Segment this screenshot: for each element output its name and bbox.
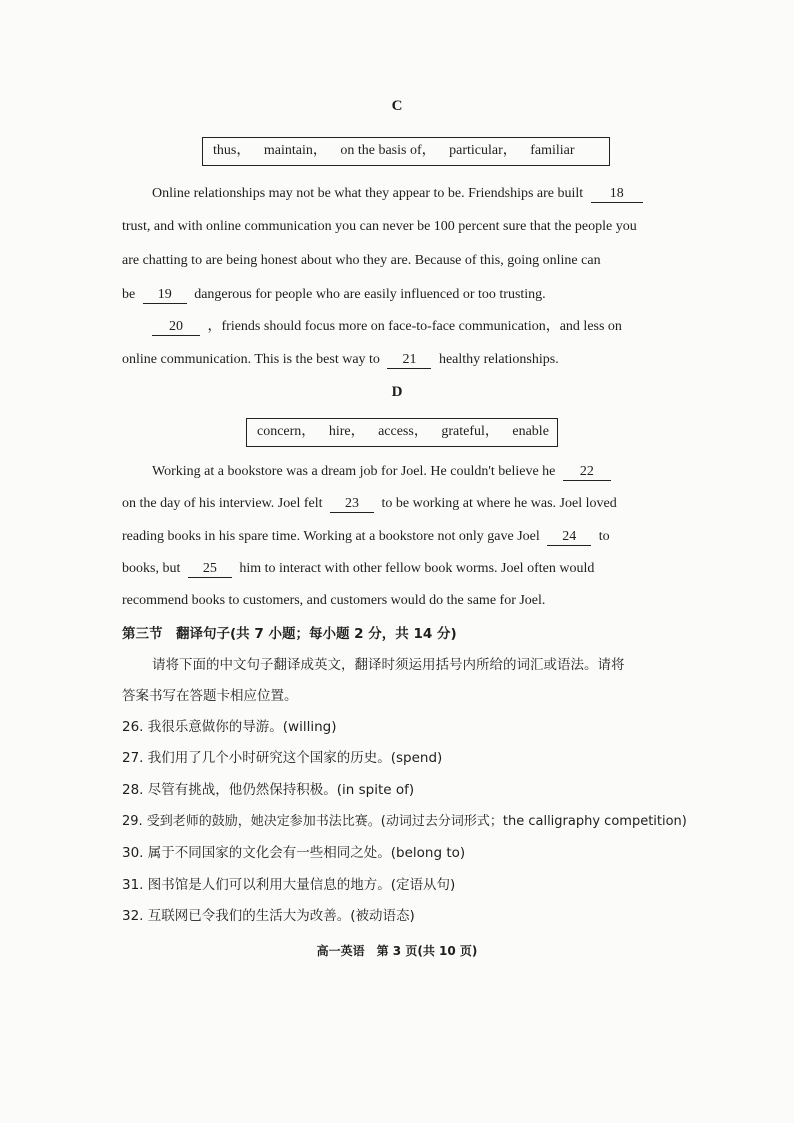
blank-19: 19 (143, 287, 187, 304)
blank-18: 18 (591, 186, 643, 203)
section-d-word-box (246, 418, 558, 447)
passage-line: recommend books to customers, and customers would do the same for Joel. (122, 593, 546, 608)
blank-23: 23 (330, 496, 374, 513)
translation-item-27: 27. 我们用了几个小时研究这个国家的历史。(spend) (122, 750, 443, 766)
word-option: access， (378, 424, 428, 439)
word-option: on the basis of， (340, 143, 436, 158)
word-option: concern， (257, 424, 316, 439)
part3-instruction: 请将下面的中文句子翻译成英文，翻译时须运用括号内所给的词汇或语法。请将 (152, 657, 625, 673)
word-option: hire， (328, 424, 365, 439)
passage-line: be 19 dangerous for people who are easily influenced or too trusting. (122, 287, 546, 302)
word-option: thus， (213, 143, 251, 158)
blank-24: 24 (547, 529, 591, 546)
section-c-letter: C (391, 98, 403, 114)
word-option: enable (512, 424, 549, 439)
part3-heading: 第三节 翻译句子(共 7 小题；每小题 2 分，共 14 分) (122, 626, 457, 642)
passage-line: Online relationships may not be what they appear to be. Friendships are built 18 (152, 185, 647, 203)
page-footer: 高一英语 第 3 页(共 10 页) (316, 944, 478, 958)
word-option: maintain， (263, 143, 327, 158)
section-d-letter: D (391, 384, 403, 400)
word-option: particular， (449, 143, 517, 158)
blank-25: 25 (188, 561, 232, 578)
passage-line: trust, and with online communication you can never be 100 percent sure that the people you (122, 219, 637, 234)
passage-line: online communication. This is the best way to 21 healthy relationships. (122, 352, 559, 367)
passage-line: Working at a bookstore was a dream job for Joel. He couldn't believe he 22 (152, 463, 615, 481)
translation-item-28: 28. 尽管有挑战，他仍然保持积极。(in spite of) (122, 782, 415, 798)
part3-instruction: 答案书写在答题卡相应位置。 (122, 688, 298, 704)
translation-item-29: 29. 受到老师的鼓励，她决定参加书法比赛。(动词过去分词形式；the calligraphy competition) (122, 814, 687, 829)
word-option: familiar (530, 143, 575, 158)
blank-22: 22 (563, 464, 611, 481)
translation-item-31: 31. 图书馆是人们可以利用大量信息的地方。(定语从句) (122, 877, 456, 893)
passage-line: books, but 25 him to interact with other fellow book worms. Joel often would (122, 561, 595, 576)
word-option: grateful， (441, 424, 499, 439)
passage-line: on the day of his interview. Joel felt 23 to be working at where he was. Joel loved (122, 496, 617, 511)
blank-20: 20 (152, 319, 200, 336)
translation-item-30: 30. 属于不同国家的文化会有一些相同之处。(belong to) (122, 845, 466, 861)
translation-item-32: 32. 互联网已令我们的生活大为改善。(被动语态) (122, 908, 415, 924)
passage-line: are chatting to are being honest about who they are. Because of this, going online can (122, 253, 601, 268)
blank-21: 21 (387, 352, 431, 369)
passage-line: reading books in his spare time. Working at a bookstore not only gave Joel 24 to (122, 529, 610, 544)
translation-item-26: 26. 我很乐意做你的导游。(willing) (122, 719, 337, 735)
passage-line: 20 ，friends should focus more on face-to-face communication，and less on (152, 318, 622, 336)
section-c-word-box (202, 137, 610, 166)
